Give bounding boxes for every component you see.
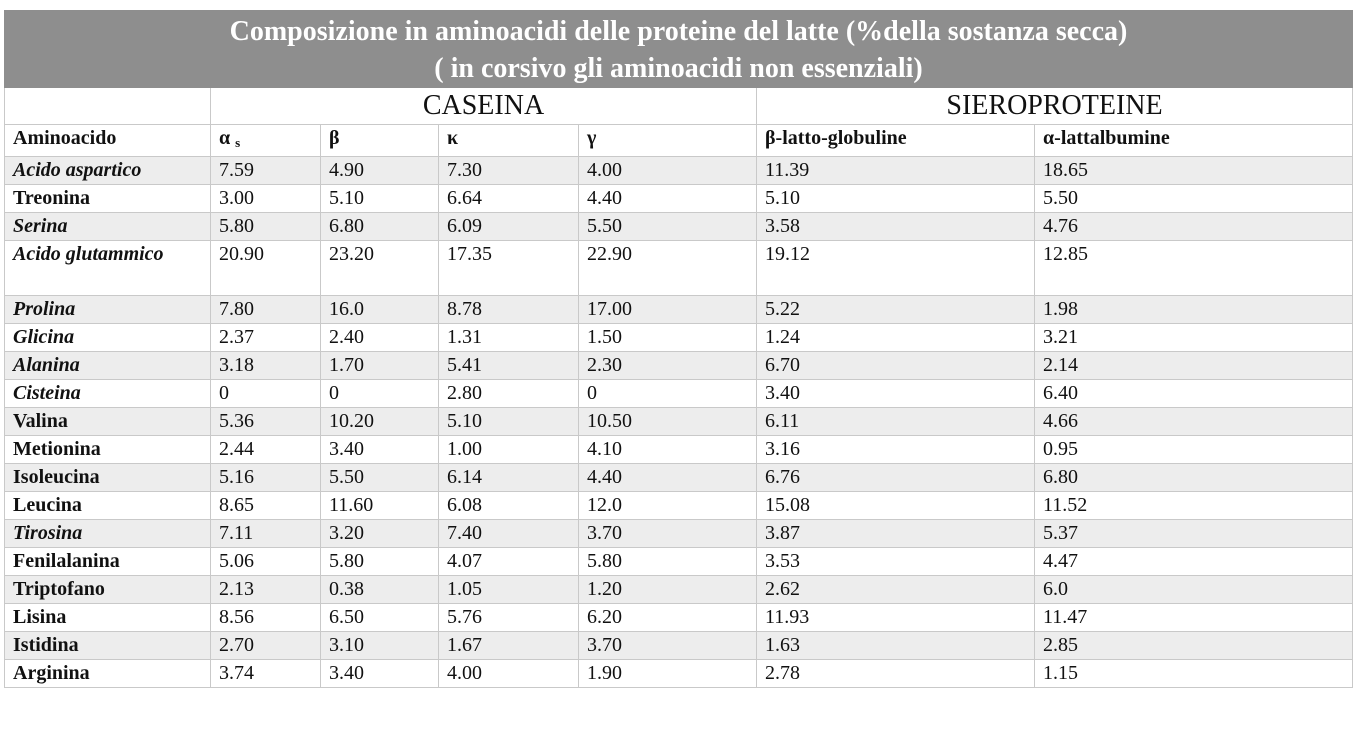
value-cell: 18.65 bbox=[1035, 157, 1353, 185]
value-cell: 19.12 bbox=[757, 241, 1035, 296]
aminoacid-name-cell: Tirosina bbox=[5, 520, 211, 548]
value-cell: 10.20 bbox=[321, 408, 439, 436]
value-cell: 5.50 bbox=[321, 464, 439, 492]
value-cell: 6.08 bbox=[439, 492, 579, 520]
value-cell: 2.40 bbox=[321, 324, 439, 352]
alpha-symbol: α bbox=[219, 127, 231, 149]
table-row bbox=[5, 213, 1353, 241]
value-cell: 11.39 bbox=[757, 157, 1035, 185]
value-cell: 6.80 bbox=[1035, 464, 1353, 492]
value-cell: 12.85 bbox=[1035, 241, 1353, 296]
value-cell: 5.36 bbox=[211, 408, 321, 436]
table-row bbox=[5, 576, 1353, 604]
table-row bbox=[5, 548, 1353, 576]
value-cell: 3.16 bbox=[757, 436, 1035, 464]
aminoacid-name-cell: Fenilalanina bbox=[5, 548, 211, 576]
value-cell: 12.0 bbox=[579, 492, 757, 520]
value-cell: 2.44 bbox=[211, 436, 321, 464]
value-cell: 2.30 bbox=[579, 352, 757, 380]
value-cell: 1.31 bbox=[439, 324, 579, 352]
value-cell: 5.10 bbox=[321, 185, 439, 213]
table-row bbox=[5, 660, 1353, 688]
aminoacid-name-cell: Alanina bbox=[5, 352, 211, 380]
value-cell: 1.67 bbox=[439, 632, 579, 660]
table-row bbox=[5, 157, 1353, 185]
table-row bbox=[5, 520, 1353, 548]
table-body bbox=[5, 157, 1353, 688]
value-cell: 4.66 bbox=[1035, 408, 1353, 436]
amino-acid-table-container bbox=[4, 10, 1352, 688]
value-cell: 4.47 bbox=[1035, 548, 1353, 576]
aminoacid-name-cell: Treonina bbox=[5, 185, 211, 213]
aminoacid-name-cell: Arginina bbox=[5, 660, 211, 688]
value-cell: 4.00 bbox=[579, 157, 757, 185]
group-header-casein: CASEINA bbox=[211, 88, 757, 125]
value-cell: 4.90 bbox=[321, 157, 439, 185]
value-cell: 1.98 bbox=[1035, 296, 1353, 324]
aminoacid-name-cell: Lisina bbox=[5, 604, 211, 632]
value-cell: 3.58 bbox=[757, 213, 1035, 241]
value-cell: 6.09 bbox=[439, 213, 579, 241]
value-cell: 3.20 bbox=[321, 520, 439, 548]
value-cell: 2.78 bbox=[757, 660, 1035, 688]
table-row bbox=[5, 464, 1353, 492]
value-cell: 1.20 bbox=[579, 576, 757, 604]
value-cell: 5.06 bbox=[211, 548, 321, 576]
value-cell: 1.05 bbox=[439, 576, 579, 604]
column-header-kappa: κ bbox=[439, 125, 579, 157]
value-cell: 11.52 bbox=[1035, 492, 1353, 520]
value-cell: 11.60 bbox=[321, 492, 439, 520]
value-cell: 5.76 bbox=[439, 604, 579, 632]
value-cell: 8.65 bbox=[211, 492, 321, 520]
value-cell: 3.70 bbox=[579, 632, 757, 660]
value-cell: 11.47 bbox=[1035, 604, 1353, 632]
value-cell: 5.80 bbox=[321, 548, 439, 576]
value-cell: 0.95 bbox=[1035, 436, 1353, 464]
value-cell: 5.80 bbox=[579, 548, 757, 576]
value-cell: 5.41 bbox=[439, 352, 579, 380]
value-cell: 6.14 bbox=[439, 464, 579, 492]
aminoacid-name-cell: Acido aspartico bbox=[5, 157, 211, 185]
value-cell: 5.10 bbox=[439, 408, 579, 436]
aminoacid-name-cell: Metionina bbox=[5, 436, 211, 464]
value-cell: 5.22 bbox=[757, 296, 1035, 324]
value-cell: 22.90 bbox=[579, 241, 757, 296]
value-cell: 3.74 bbox=[211, 660, 321, 688]
value-cell: 4.40 bbox=[579, 185, 757, 213]
value-cell: 5.50 bbox=[579, 213, 757, 241]
column-header-row bbox=[5, 125, 1353, 157]
table-title bbox=[5, 11, 1353, 88]
value-cell: 11.93 bbox=[757, 604, 1035, 632]
value-cell: 5.80 bbox=[211, 213, 321, 241]
value-cell: 3.18 bbox=[211, 352, 321, 380]
value-cell: 7.11 bbox=[211, 520, 321, 548]
aminoacid-name-cell: Glicina bbox=[5, 324, 211, 352]
value-cell: 3.87 bbox=[757, 520, 1035, 548]
value-cell: 6.64 bbox=[439, 185, 579, 213]
value-cell: 6.20 bbox=[579, 604, 757, 632]
value-cell: 1.90 bbox=[579, 660, 757, 688]
amino-acid-table bbox=[4, 10, 1353, 688]
table-row bbox=[5, 408, 1353, 436]
value-cell: 0 bbox=[321, 380, 439, 408]
value-cell: 23.20 bbox=[321, 241, 439, 296]
value-cell: 3.10 bbox=[321, 632, 439, 660]
table-title-line-1: Composizione in aminoacidi delle proteine del latte (%della sostanza secca) bbox=[229, 16, 1128, 47]
column-header-alpha-lactalbumin: α-lattalbumine bbox=[1035, 125, 1353, 157]
value-cell: 3.40 bbox=[321, 660, 439, 688]
alpha-subscript: s bbox=[235, 135, 241, 150]
value-cell: 2.70 bbox=[211, 632, 321, 660]
table-row bbox=[5, 604, 1353, 632]
table-row bbox=[5, 185, 1353, 213]
value-cell: 2.62 bbox=[757, 576, 1035, 604]
value-cell: 4.00 bbox=[439, 660, 579, 688]
table-row bbox=[5, 352, 1353, 380]
value-cell: 6.70 bbox=[757, 352, 1035, 380]
aminoacid-name-cell: Isoleucina bbox=[5, 464, 211, 492]
value-cell: 16.0 bbox=[321, 296, 439, 324]
value-cell: 2.80 bbox=[439, 380, 579, 408]
value-cell: 1.00 bbox=[439, 436, 579, 464]
value-cell: 2.13 bbox=[211, 576, 321, 604]
table-row bbox=[5, 436, 1353, 464]
value-cell: 1.63 bbox=[757, 632, 1035, 660]
table-row bbox=[5, 632, 1353, 660]
value-cell: 1.15 bbox=[1035, 660, 1353, 688]
value-cell: 6.40 bbox=[1035, 380, 1353, 408]
value-cell: 2.14 bbox=[1035, 352, 1353, 380]
aminoacid-name-cell: Valina bbox=[5, 408, 211, 436]
value-cell: 1.50 bbox=[579, 324, 757, 352]
column-header-aminoacid: Aminoacido bbox=[5, 125, 211, 157]
value-cell: 0.38 bbox=[321, 576, 439, 604]
value-cell: 5.37 bbox=[1035, 520, 1353, 548]
value-cell: 6.50 bbox=[321, 604, 439, 632]
value-cell: 5.10 bbox=[757, 185, 1035, 213]
group-header-empty bbox=[5, 88, 211, 125]
value-cell: 5.50 bbox=[1035, 185, 1353, 213]
value-cell: 4.76 bbox=[1035, 213, 1353, 241]
value-cell: 4.40 bbox=[579, 464, 757, 492]
value-cell: 7.30 bbox=[439, 157, 579, 185]
aminoacid-name-cell: Istidina bbox=[5, 632, 211, 660]
group-header-row bbox=[5, 88, 1353, 125]
column-header-gamma: γ bbox=[579, 125, 757, 157]
value-cell: 7.80 bbox=[211, 296, 321, 324]
value-cell: 2.37 bbox=[211, 324, 321, 352]
column-header-beta: β bbox=[321, 125, 439, 157]
table-row bbox=[5, 380, 1353, 408]
group-header-whey: SIEROPROTEINE bbox=[757, 88, 1353, 125]
value-cell: 6.80 bbox=[321, 213, 439, 241]
value-cell: 3.53 bbox=[757, 548, 1035, 576]
value-cell: 4.07 bbox=[439, 548, 579, 576]
value-cell: 10.50 bbox=[579, 408, 757, 436]
aminoacid-name-cell: Leucina bbox=[5, 492, 211, 520]
value-cell: 0 bbox=[579, 380, 757, 408]
value-cell: 8.78 bbox=[439, 296, 579, 324]
value-cell: 2.85 bbox=[1035, 632, 1353, 660]
value-cell: 3.40 bbox=[321, 436, 439, 464]
aminoacid-name-cell: Triptofano bbox=[5, 576, 211, 604]
value-cell: 3.40 bbox=[757, 380, 1035, 408]
value-cell: 7.59 bbox=[211, 157, 321, 185]
title-row bbox=[5, 11, 1353, 88]
column-header-alpha-s bbox=[211, 125, 321, 157]
value-cell: 6.0 bbox=[1035, 576, 1353, 604]
value-cell: 4.10 bbox=[579, 436, 757, 464]
aminoacid-name-cell: Acido glutammico bbox=[5, 241, 211, 296]
aminoacid-name-cell: Cisteina bbox=[5, 380, 211, 408]
value-cell: 17.35 bbox=[439, 241, 579, 296]
value-cell: 8.56 bbox=[211, 604, 321, 632]
table-row bbox=[5, 492, 1353, 520]
value-cell: 3.00 bbox=[211, 185, 321, 213]
table-row bbox=[5, 296, 1353, 324]
aminoacid-name-cell: Prolina bbox=[5, 296, 211, 324]
value-cell: 1.70 bbox=[321, 352, 439, 380]
value-cell: 6.11 bbox=[757, 408, 1035, 436]
value-cell: 3.21 bbox=[1035, 324, 1353, 352]
value-cell: 1.24 bbox=[757, 324, 1035, 352]
column-header-beta-lactoglobulin: β-latto-globuline bbox=[757, 125, 1035, 157]
table-row bbox=[5, 324, 1353, 352]
aminoacid-name-cell: Serina bbox=[5, 213, 211, 241]
value-cell: 7.40 bbox=[439, 520, 579, 548]
value-cell: 5.16 bbox=[211, 464, 321, 492]
value-cell: 17.00 bbox=[579, 296, 757, 324]
table-row bbox=[5, 241, 1353, 296]
value-cell: 3.70 bbox=[579, 520, 757, 548]
value-cell: 6.76 bbox=[757, 464, 1035, 492]
value-cell: 15.08 bbox=[757, 492, 1035, 520]
table-title-line-2: ( in corsivo gli aminoacidi non essenziali) bbox=[434, 53, 923, 84]
value-cell: 0 bbox=[211, 380, 321, 408]
value-cell: 20.90 bbox=[211, 241, 321, 296]
